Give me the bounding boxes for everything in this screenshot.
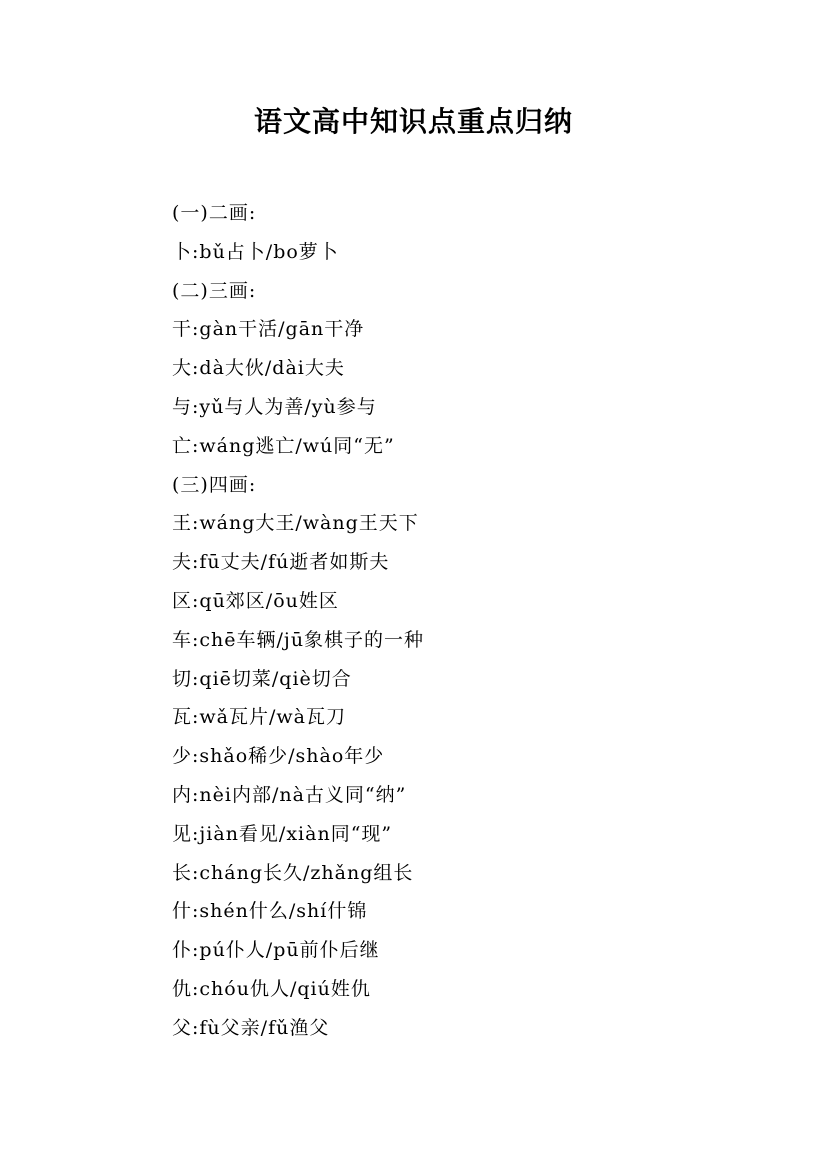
document-title: 语文高中知识点重点归纳 — [253, 105, 573, 138]
section-heading: (二)三画: — [172, 279, 257, 302]
text-line: 少:shǎo稀少/shào年少 — [172, 745, 385, 768]
text-line: 夫:fū丈夫/fú逝者如斯夫 — [172, 551, 390, 574]
text-line: 干:gàn干活/gān干净 — [172, 318, 365, 341]
text-line: 瓦:wǎ瓦片/wà瓦刀 — [172, 706, 346, 729]
text-line: 王:wáng大王/wàng王天下 — [172, 512, 419, 535]
text-line: 长:cháng长久/zhǎng组长 — [172, 861, 414, 884]
text-line: 切:qiē切菜/qiè切合 — [172, 667, 352, 690]
section-heading: (一)二画: — [172, 202, 257, 224]
text-line: 父:fù父亲/fǔ渔父 — [172, 1016, 330, 1039]
section-heading: (三)四画: — [172, 473, 257, 496]
text-line: 亡:wáng逃亡/wú同“无” — [172, 434, 395, 457]
text-line: 仇:chóu仇人/qiú姓仇 — [172, 977, 371, 1000]
text-line: 与:yǔ与人为善/yù参与 — [172, 395, 377, 418]
document-body — [172, 194, 732, 1048]
text-line: 大:dà大伙/dài大夫 — [172, 357, 345, 380]
text-line: 区:qū郊区/ōu姓区 — [172, 589, 339, 612]
text-line: 什:shén什么/shí什锦 — [172, 900, 368, 923]
text-line: 车:chē车辆/jū象棋子的一种 — [172, 628, 425, 651]
text-line: 内:nèi内部/nà古义同“纳” — [172, 783, 407, 806]
text-line: 见:jiàn看见/xiàn同“现” — [172, 822, 393, 845]
text-line: 仆:pú仆人/pū前仆后继 — [172, 939, 380, 962]
text-line: 卜:bǔ占卜/bo萝卜 — [172, 240, 339, 263]
